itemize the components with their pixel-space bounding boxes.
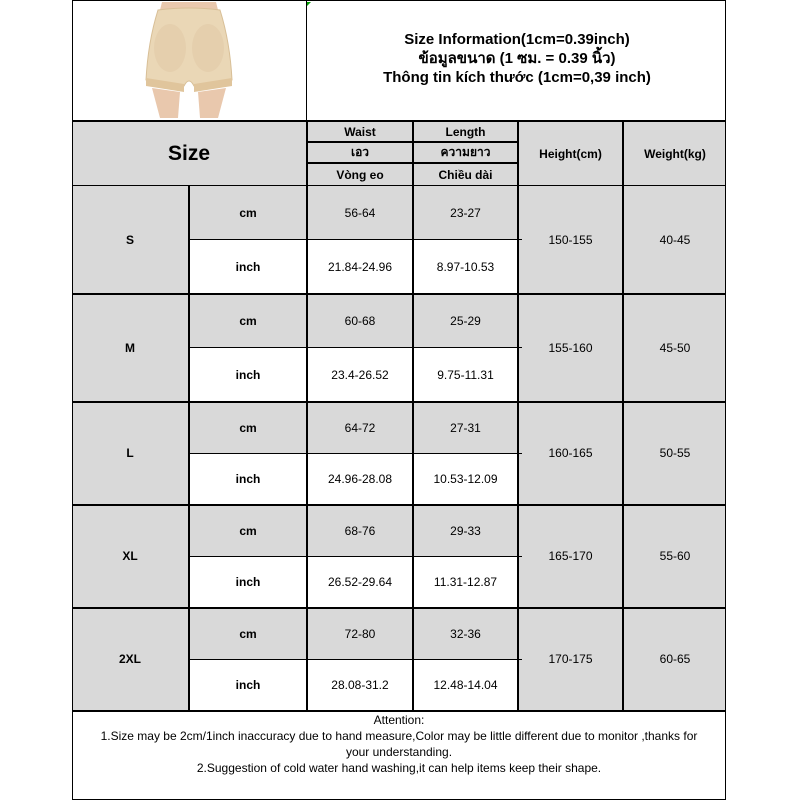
attention-notes xyxy=(72,712,726,776)
shapewear-shorts-icon xyxy=(74,2,304,118)
waist-cm-value: 64-72 xyxy=(308,402,412,453)
length-header-en: Length xyxy=(414,122,517,141)
column-line xyxy=(188,185,190,710)
waist-inch-value: 24.96-28.08 xyxy=(327,472,393,486)
waist-cm-value: 72-80 xyxy=(308,608,412,659)
title-english: Size Information(1cm=0.39inch) xyxy=(404,31,630,48)
size-chart xyxy=(72,0,726,800)
row-half-line xyxy=(188,556,522,557)
row-half-line xyxy=(188,659,522,660)
waist-inch-value: 26.52-29.64 xyxy=(327,575,393,589)
length-inch-value: 10.53-12.09 xyxy=(433,472,498,486)
attention-heading: Attention: xyxy=(373,713,425,727)
unit-cm-label: cm xyxy=(190,294,306,347)
length-header-th: ความยาว xyxy=(414,143,517,162)
column-line xyxy=(306,120,308,710)
waist-cm-value: 68-76 xyxy=(308,505,412,556)
unit-inch-label: inch xyxy=(235,678,261,692)
weight-value: 55-60 xyxy=(624,505,726,607)
length-inch-value: 8.97-10.53 xyxy=(436,259,495,274)
unit-cm-label: cm xyxy=(190,608,306,659)
size-header-label: Size xyxy=(167,141,211,165)
title-divider xyxy=(306,0,307,121)
unit-cm-label: cm xyxy=(190,402,306,453)
size-label: 2XL xyxy=(72,608,188,710)
border-top xyxy=(72,0,726,1)
length-cm-value: 29-33 xyxy=(414,505,517,556)
unit-cm-label: cm xyxy=(190,186,306,239)
weight-value: 45-50 xyxy=(624,294,726,401)
unit-cm-label: cm xyxy=(190,505,306,556)
row-separator xyxy=(72,401,726,403)
length-inch-value: 12.48-14.04 xyxy=(433,678,498,692)
height-value: 155-160 xyxy=(519,294,622,401)
header-sub-line xyxy=(306,141,517,143)
waist-header-vi: Vòng eo xyxy=(308,164,412,185)
row-half-line xyxy=(188,239,522,240)
unit-inch-label: inch xyxy=(235,575,261,589)
product-image xyxy=(74,2,304,118)
header-bottom-line xyxy=(72,185,726,186)
waist-header-th: เอว xyxy=(308,143,412,162)
row-half-line xyxy=(188,453,522,454)
length-header-vi: Chiều dài xyxy=(414,164,517,185)
column-line xyxy=(412,120,414,710)
row-separator xyxy=(72,607,726,609)
note-line-1: 1.Size may be 2cm/1inch inaccuracy due to hand measure,Color may be little different due to monitor ,thanks for xyxy=(100,729,698,743)
row-separator xyxy=(72,293,726,295)
column-line xyxy=(517,120,519,710)
note-line-1-continued: your understanding. xyxy=(345,745,453,759)
weight-header: Weight(kg) xyxy=(624,122,726,185)
waist-inch-value: 28.08-31.2 xyxy=(331,678,389,692)
unit-inch-label: inch xyxy=(235,259,261,274)
height-value: 170-175 xyxy=(519,608,622,710)
waist-inch-value: 21.84-24.96 xyxy=(327,259,393,274)
row-half-line xyxy=(188,347,522,348)
size-label: XL xyxy=(72,505,188,607)
length-cm-value: 25-29 xyxy=(414,294,517,347)
height-value: 160-165 xyxy=(519,402,622,504)
waist-cm-value: 60-68 xyxy=(308,294,412,347)
height-header: Height(cm) xyxy=(519,122,622,185)
header-top-line xyxy=(72,120,726,122)
row-separator xyxy=(72,504,726,506)
height-value: 150-155 xyxy=(519,186,622,293)
unit-inch-label: inch xyxy=(235,367,261,382)
size-label: S xyxy=(72,186,188,293)
waist-header-en: Waist xyxy=(308,122,412,141)
note-line-2: 2.Suggestion of cold water hand washing,it can help items keep their shape. xyxy=(196,761,602,775)
weight-value: 50-55 xyxy=(624,402,726,504)
title-vietnamese: Thông tin kích thước (1cm=0,39 inch) xyxy=(383,69,651,86)
length-cm-value: 23-27 xyxy=(414,186,517,239)
title-thai: ข้อมูลขนาด (1 ซม. = 0.39 นิ้ว) xyxy=(418,50,616,67)
length-cm-value: 32-36 xyxy=(414,608,517,659)
length-cm-value: 27-31 xyxy=(414,402,517,453)
weight-value: 60-65 xyxy=(624,608,726,710)
size-label: L xyxy=(72,402,188,504)
weight-value: 40-45 xyxy=(624,186,726,293)
unit-inch-label: inch xyxy=(235,472,261,486)
size-label: M xyxy=(72,294,188,401)
height-value: 165-170 xyxy=(519,505,622,607)
row-separator xyxy=(72,710,726,712)
column-line xyxy=(622,120,624,710)
header-sub-line xyxy=(306,162,517,164)
size-header xyxy=(72,122,306,185)
waist-inch-value: 23.4-26.52 xyxy=(331,367,389,382)
waist-cm-value: 56-64 xyxy=(308,186,412,239)
size-information-title xyxy=(308,30,726,87)
length-inch-value: 9.75-11.31 xyxy=(437,367,494,382)
length-inch-value: 11.31-12.87 xyxy=(433,575,498,589)
